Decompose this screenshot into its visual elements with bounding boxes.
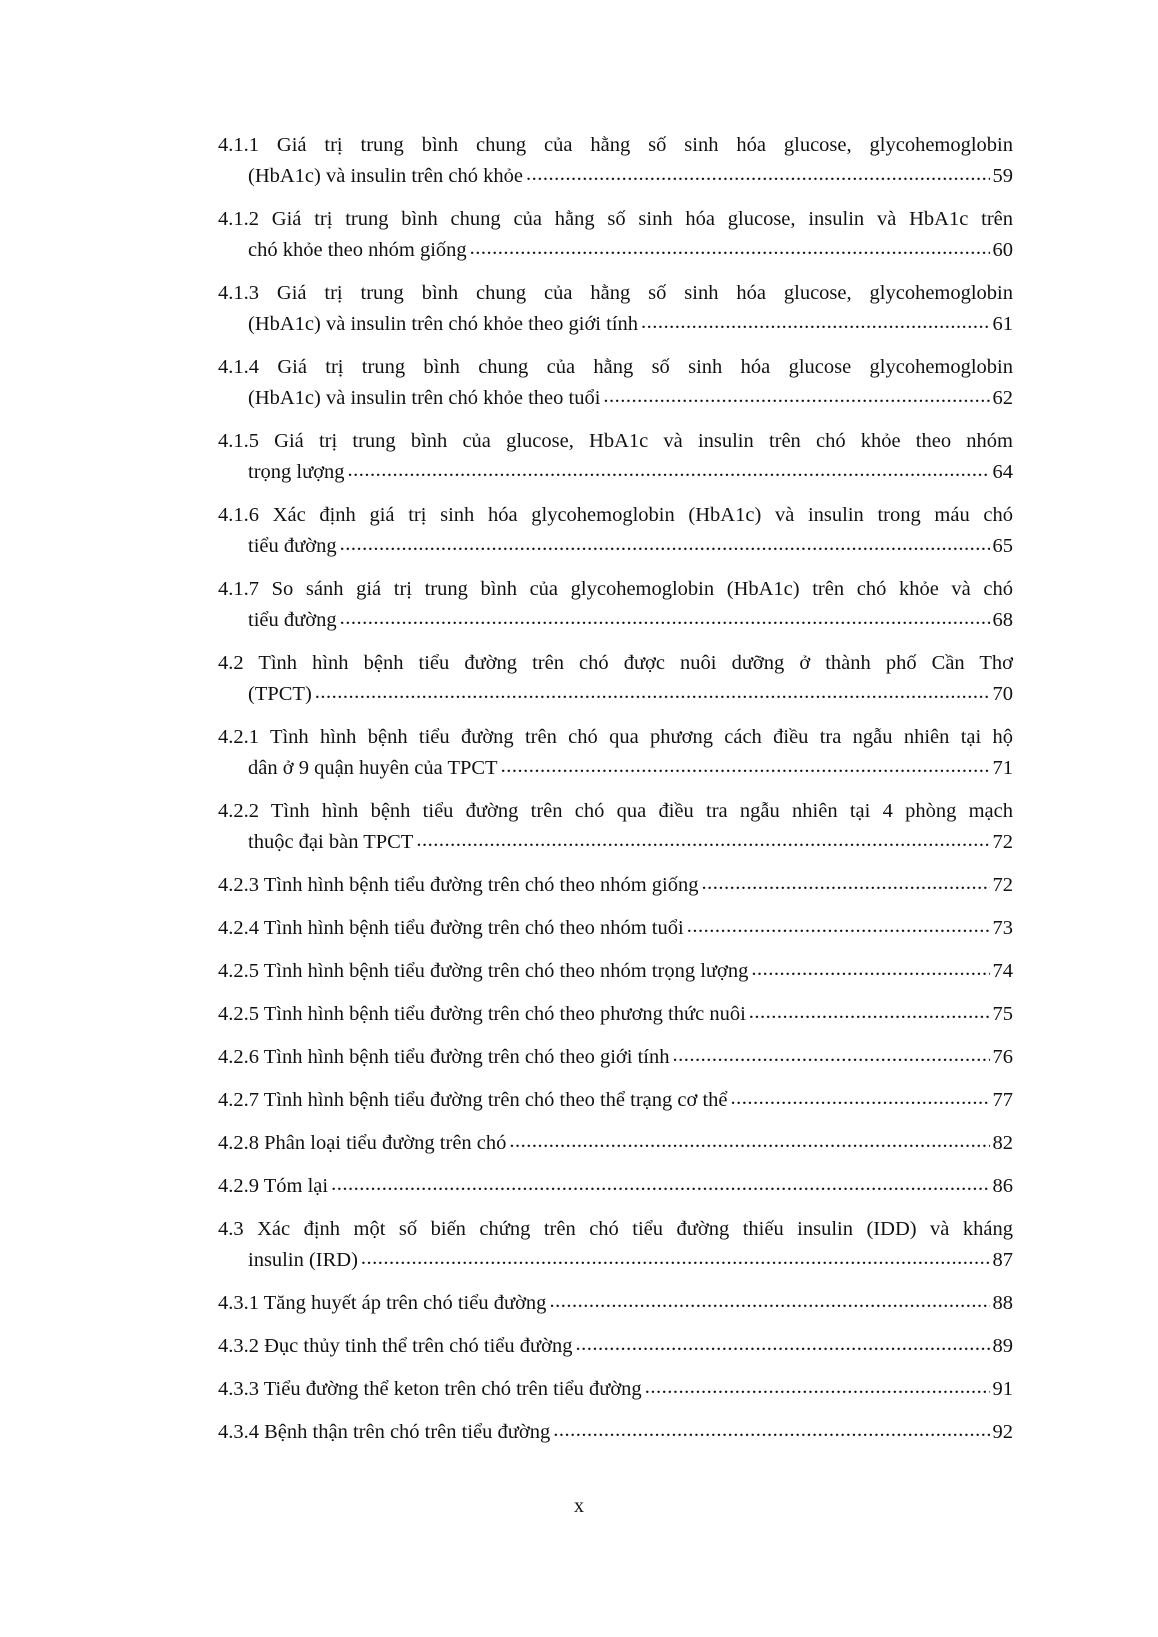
dot-leader xyxy=(731,1083,990,1114)
toc-entry[interactable] xyxy=(218,956,1013,987)
toc-entry-page: 82 xyxy=(992,1132,1013,1154)
toc-entry-page: 77 xyxy=(992,1089,1013,1111)
dot-leader xyxy=(645,1372,990,1403)
toc-entry-title-line: 4.1.1 Giá trị trung bình chung của hằng số sinh hóa glucose, glycohemoglobin xyxy=(218,134,1013,156)
toc-entry-title-line: 4.1.4 Giá trị trung bình chung của hằng số sinh hóa glucose glycohemoglobin xyxy=(218,356,1013,378)
toc-entry-page: 71 xyxy=(992,757,1013,779)
toc-entry-page: 65 xyxy=(992,535,1013,557)
dot-leader xyxy=(331,1169,989,1200)
toc-entry[interactable] xyxy=(218,1374,1013,1405)
dot-leader xyxy=(575,1329,989,1360)
toc-entry[interactable] xyxy=(218,1128,1013,1159)
dot-leader xyxy=(603,381,989,412)
toc-entry-title-line: 4.2.2 Tình hình bệnh tiểu đường trên chó qua điều tra ngẫu nhiên tại 4 phòng mạch xyxy=(218,800,1013,822)
toc-entry-page: 76 xyxy=(992,1046,1013,1068)
dot-leader xyxy=(751,954,989,985)
dot-leader xyxy=(553,1415,989,1446)
toc-entry-page: 91 xyxy=(992,1378,1013,1400)
toc-entry-title: 4.2.9 Tóm lại xyxy=(218,1175,329,1197)
toc-entry-title-continuation: trọng lượng xyxy=(248,461,345,483)
toc-entry-title: 4.2.7 Tình hình bệnh tiểu đường trên chó theo thể trạng cơ thể xyxy=(218,1089,728,1111)
toc-entry[interactable] xyxy=(218,130,1013,192)
toc-entry[interactable] xyxy=(218,870,1013,901)
table-of-contents xyxy=(218,130,1013,1460)
toc-entry-title-line: 4.3 Xác định một số biến chứng trên chó tiểu đường thiếu insulin (IDD) và kháng xyxy=(218,1218,1013,1240)
toc-entry-title-line: 4.1.5 Giá trị trung bình của glucose, HbA1c và insulin trên chó khỏe theo nhóm xyxy=(218,430,1013,452)
dot-leader xyxy=(749,997,990,1028)
toc-entry-page: 86 xyxy=(992,1175,1013,1197)
toc-entry-title-line: 4.1.6 Xác định giá trị sinh hóa glycohemoglobin (HbA1c) và insulin trong máu chó xyxy=(218,504,1013,526)
toc-entry[interactable] xyxy=(218,1288,1013,1319)
toc-entry[interactable] xyxy=(218,913,1013,944)
dot-leader xyxy=(340,603,990,634)
dot-leader xyxy=(509,1126,989,1157)
toc-entry-title-continuation: chó khỏe theo nhóm giống xyxy=(248,239,467,261)
dot-leader xyxy=(641,307,989,338)
toc-entry-page: 60 xyxy=(992,239,1013,261)
toc-entry[interactable] xyxy=(218,1042,1013,1073)
dot-leader xyxy=(501,751,990,782)
dot-leader xyxy=(672,1040,989,1071)
toc-entry-title-line: 4.1.2 Giá trị trung bình chung của hằng số sinh hóa glucose, insulin và HbA1c trên xyxy=(218,208,1013,230)
toc-entry[interactable] xyxy=(218,500,1013,562)
toc-entry[interactable] xyxy=(218,1417,1013,1448)
dot-leader xyxy=(549,1286,989,1317)
dot-leader xyxy=(361,1243,990,1274)
toc-entry-title-continuation: (HbA1c) và insulin trên chó khỏe xyxy=(248,165,523,187)
toc-entry-title: 4.2.6 Tình hình bệnh tiểu đường trên chó theo giới tính xyxy=(218,1046,670,1068)
toc-entry-page: 92 xyxy=(992,1421,1013,1443)
toc-entry-title: 4.2.3 Tình hình bệnh tiểu đường trên chó theo nhóm giống xyxy=(218,874,699,896)
toc-entry-title-continuation: thuộc đại bàn TPCT xyxy=(248,831,414,853)
toc-entry-title: 4.3.2 Đục thủy tinh thể trên chó tiểu đường xyxy=(218,1335,573,1357)
toc-entry[interactable] xyxy=(218,204,1013,266)
toc-entry-page: 61 xyxy=(992,313,1013,335)
toc-entry-title-continuation: tiểu đường xyxy=(248,535,337,557)
toc-entry-page: 72 xyxy=(992,874,1013,896)
dot-leader xyxy=(348,455,990,486)
toc-entry-page: 64 xyxy=(992,461,1013,483)
toc-entry[interactable] xyxy=(218,574,1013,636)
toc-entry-page: 62 xyxy=(992,387,1013,409)
toc-entry-title-line: 4.2.1 Tình hình bệnh tiểu đường trên chó qua phương cách điều tra ngẫu nhiên tại hộ xyxy=(218,726,1013,748)
toc-entry-page: 88 xyxy=(992,1292,1013,1314)
toc-entry-title-continuation: (HbA1c) và insulin trên chó khỏe theo giới tính xyxy=(248,313,639,335)
toc-entry-page: 59 xyxy=(992,165,1013,187)
toc-entry-title-continuation: insulin (IRD) xyxy=(248,1249,358,1271)
toc-entry[interactable] xyxy=(218,1171,1013,1202)
toc-entry-title-line: 4.2 Tình hình bệnh tiểu đường trên chó được nuôi dưỡng ở thành phố Cần Thơ xyxy=(218,652,1013,674)
toc-entry[interactable] xyxy=(218,999,1013,1030)
toc-entry-page: 87 xyxy=(992,1249,1013,1271)
dot-leader xyxy=(702,868,990,899)
toc-entry-title: 4.3.4 Bệnh thận trên chó trên tiểu đường xyxy=(218,1421,551,1443)
toc-entry[interactable] xyxy=(218,722,1013,784)
toc-entry[interactable] xyxy=(218,426,1013,488)
toc-entry-title-continuation: dân ở 9 quận huyên của TPCT xyxy=(248,757,498,779)
page-number: x xyxy=(574,1495,584,1517)
toc-entry-page: 68 xyxy=(992,609,1013,631)
toc-entry[interactable] xyxy=(218,352,1013,414)
dot-leader xyxy=(416,825,989,856)
toc-entry-title: 4.2.5 Tình hình bệnh tiểu đường trên chó theo nhóm trọng lượng xyxy=(218,960,749,982)
toc-entry-title-continuation: tiểu đường xyxy=(248,609,337,631)
toc-entry[interactable] xyxy=(218,796,1013,858)
toc-entry-title: 4.2.4 Tình hình bệnh tiểu đường trên chó theo nhóm tuổi xyxy=(218,917,684,939)
dot-leader xyxy=(687,911,990,942)
toc-entry-title-continuation: (TPCT) xyxy=(248,683,312,705)
toc-entry[interactable] xyxy=(218,278,1013,340)
toc-entry-page: 72 xyxy=(992,831,1013,853)
toc-entry-page: 75 xyxy=(992,1003,1013,1025)
toc-entry-title: 4.3.1 Tăng huyết áp trên chó tiểu đường xyxy=(218,1292,547,1314)
toc-entry[interactable] xyxy=(218,648,1013,710)
toc-entry[interactable] xyxy=(218,1331,1013,1362)
toc-entry-page: 70 xyxy=(992,683,1013,705)
toc-entry-title-line: 4.1.7 So sánh giá trị trung bình của glycohemoglobin (HbA1c) trên chó khỏe và chó xyxy=(218,578,1013,600)
dot-leader xyxy=(470,233,990,264)
dot-leader xyxy=(340,529,990,560)
toc-entry-title: 4.2.8 Phân loại tiểu đường trên chó xyxy=(218,1132,507,1154)
toc-entry-page: 89 xyxy=(992,1335,1013,1357)
toc-entry-page: 73 xyxy=(992,917,1013,939)
toc-entry-title-continuation: (HbA1c) và insulin trên chó khỏe theo tuổi xyxy=(248,387,601,409)
dot-leader xyxy=(315,677,990,708)
toc-entry-title: 4.2.5 Tình hình bệnh tiểu đường trên chó theo phương thức nuôi xyxy=(218,1003,746,1025)
dot-leader xyxy=(526,159,990,190)
toc-entry[interactable] xyxy=(218,1214,1013,1276)
toc-entry-title-line: 4.1.3 Giá trị trung bình chung của hằng số sinh hóa glucose, glycohemoglobin xyxy=(218,282,1013,304)
toc-entry-page: 74 xyxy=(992,960,1013,982)
toc-entry[interactable] xyxy=(218,1085,1013,1116)
toc-entry-title: 4.3.3 Tiểu đường thể keton trên chó trên tiểu đường xyxy=(218,1378,642,1400)
